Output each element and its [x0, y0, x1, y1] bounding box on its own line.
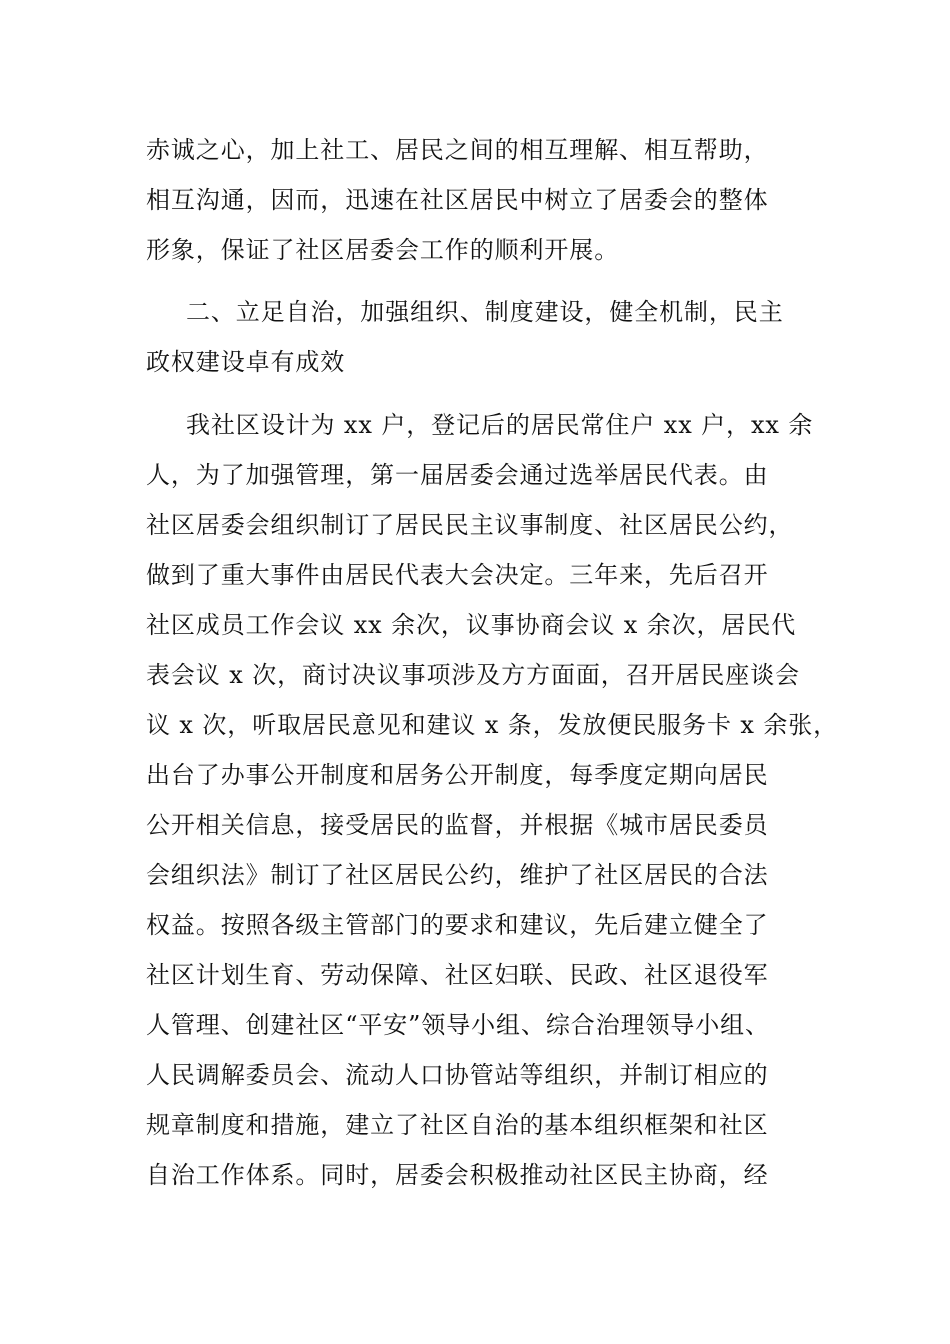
text-line: 形象，保证了社区居委会工作的顺利开展。	[146, 236, 620, 264]
text-line: 做到了重大事件由居民代表大会决定。三年来，先后召开	[146, 561, 769, 589]
text-line: 我社区设计为 xx 户，登记后的居民常住户 xx 户，xx 余	[186, 411, 814, 439]
text-line: 社区成员工作会议 xx 余次，议事协商会议 x 余次，居民代	[146, 611, 797, 639]
section-heading-line: 政权建设卓有成效	[146, 348, 346, 376]
text-line: 社区居委会组织制订了居民民主议事制度、社区居民公约，	[146, 511, 794, 539]
text-line: 赤诚之心，加上社工、居民之间的相互理解、相互帮助，	[146, 136, 769, 164]
text-line: 相互沟通，因而，迅速在社区居民中树立了居委会的整体	[146, 186, 769, 214]
text-line: 公开相关信息，接受居民的监督，并根据《城市居民委员	[146, 811, 769, 839]
text-line: 出台了办事公开制度和居务公开制度，每季度定期向居民	[146, 761, 769, 789]
text-line: 自治工作体系。同时，居委会积极推动社区民主协商，经	[146, 1161, 769, 1189]
text-line: 规章制度和措施，建立了社区自治的基本组织框架和社区	[146, 1111, 769, 1139]
text-line: 权益。按照各级主管部门的要求和建议，先后建立健全了	[146, 911, 769, 939]
text-line: 人，为了加强管理，第一届居委会通过选举居民代表。由	[146, 461, 769, 489]
text-line: 人民调解委员会、流动人口协管站等组织，并制订相应的	[146, 1061, 769, 1089]
text-line: 社区计划生育、劳动保障、社区妇联、民政、社区退役军	[146, 961, 769, 989]
text-line: 人管理、创建社区“平安”领导小组、综合治理领导小组、	[146, 1011, 770, 1039]
section-heading-line: 二、立足自治，加强组织、制度建设，健全机制，民主	[186, 298, 784, 326]
text-line: 议 x 次，听取居民意见和建议 x 条，发放便民服务卡 x 余张，	[146, 711, 839, 739]
text-line: 表会议 x 次，商讨决议事项涉及方方面面，召开居民座谈会	[146, 661, 800, 689]
text-line: 会组织法》制订了社区居民公约，维护了社区居民的合法	[146, 861, 769, 889]
